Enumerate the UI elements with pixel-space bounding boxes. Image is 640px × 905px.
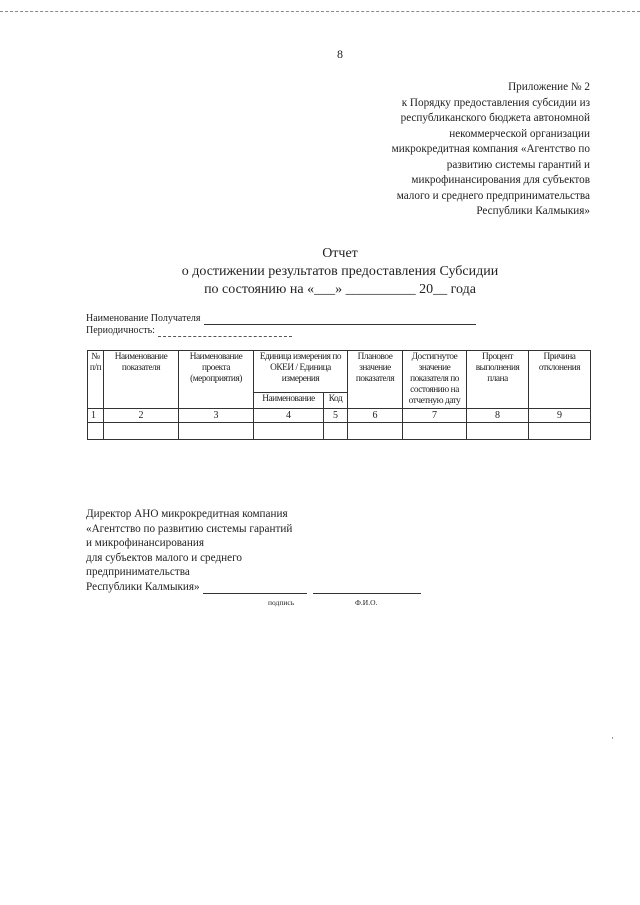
header-unit: Единица измерения по ОКЕИ / Единица измерения <box>254 351 348 393</box>
signature-line: предпринимательства <box>86 566 190 578</box>
signature-line: Республики Калмыкия» <box>86 580 200 593</box>
table-cell <box>348 423 403 440</box>
column-number: 7 <box>403 409 467 423</box>
table-cell <box>179 423 254 440</box>
appendix-line: республиканского бюджета автономной <box>400 112 590 124</box>
recipient-fields <box>86 313 476 337</box>
appendix-line: микрокредитная компания «Агентство по <box>391 143 590 155</box>
header-index: № п/п <box>88 351 104 409</box>
periodicity-label: Периодичность: <box>86 325 155 336</box>
appendix-line: некоммерческой организации <box>449 127 590 140</box>
appendix-line: малого и среднего предпринимательства <box>396 189 590 202</box>
signature-block <box>86 507 421 594</box>
header-achieved-value: Достигнутое значение показателя по состоянию на отчетную дату <box>403 351 467 409</box>
column-number: 9 <box>529 409 591 423</box>
appendix-line: микрофинансирования для субъектов <box>411 174 590 186</box>
table-cell <box>403 423 467 440</box>
report-title <box>0 245 640 299</box>
header-deviation-reason: Причина отклонения <box>529 351 591 409</box>
name-caption: Ф.И.О. <box>355 598 378 607</box>
table-cell <box>88 423 104 440</box>
header-unit-name: Наименование <box>254 392 324 408</box>
header-unit-code: Код <box>324 392 348 408</box>
header-indicator-name: Наименование показателя <box>104 351 179 409</box>
scan-mark <box>612 737 613 739</box>
column-number-row <box>88 409 591 423</box>
table-cell <box>254 423 324 440</box>
table-cell <box>529 423 591 440</box>
table-row <box>88 423 591 440</box>
report-table <box>87 350 591 440</box>
appendix-line: Приложение № 2 <box>508 81 590 93</box>
signature-line: и микрофинансирования <box>86 537 205 549</box>
column-number: 5 <box>324 409 348 423</box>
header-percent: Процент выполнения плана <box>467 351 529 409</box>
report-date-line: по состоянию на «___» __________ 20__ года <box>204 282 476 297</box>
table-cell <box>104 423 179 440</box>
appendix-line: к Порядку предоставления субсидии из <box>401 96 590 109</box>
table-cell <box>467 423 529 440</box>
recipient-row <box>86 313 476 325</box>
periodicity-row <box>86 325 476 337</box>
column-number: 8 <box>467 409 529 423</box>
page-number: 8 <box>337 47 343 61</box>
header-project-name: Наименование проекта (мероприятия) <box>179 351 254 409</box>
column-number: 1 <box>88 409 104 423</box>
table-cell <box>324 423 348 440</box>
report-title-line: о достижении результатов предоставления Субсидии <box>181 264 499 279</box>
signature-caption: подпись <box>268 598 295 607</box>
appendix-line: Республики Калмыкия» <box>476 205 590 217</box>
signature-line: «Агентство по развитию системы гарантий <box>86 522 293 535</box>
top-scan-border <box>0 11 640 12</box>
column-number: 6 <box>348 409 403 423</box>
header-planned-value: Плановое значение показателя <box>348 351 403 409</box>
column-number: 4 <box>254 409 324 423</box>
periodicity-blank <box>158 327 292 337</box>
recipient-blank <box>204 315 476 325</box>
signature-line: для субъектов малого и среднего <box>86 551 243 564</box>
recipient-label: Наименование Получателя <box>86 313 201 324</box>
signature-blank <box>203 583 307 594</box>
name-blank <box>313 583 421 594</box>
signature-final-row <box>86 580 421 595</box>
appendix-line: развитию системы гарантий и <box>446 158 590 171</box>
report-title-line: Отчет <box>322 246 358 261</box>
signature-line: Директор АНО микрокредитная компания <box>86 508 288 520</box>
column-number: 2 <box>104 409 179 423</box>
appendix-block <box>290 80 590 220</box>
column-number: 3 <box>179 409 254 423</box>
